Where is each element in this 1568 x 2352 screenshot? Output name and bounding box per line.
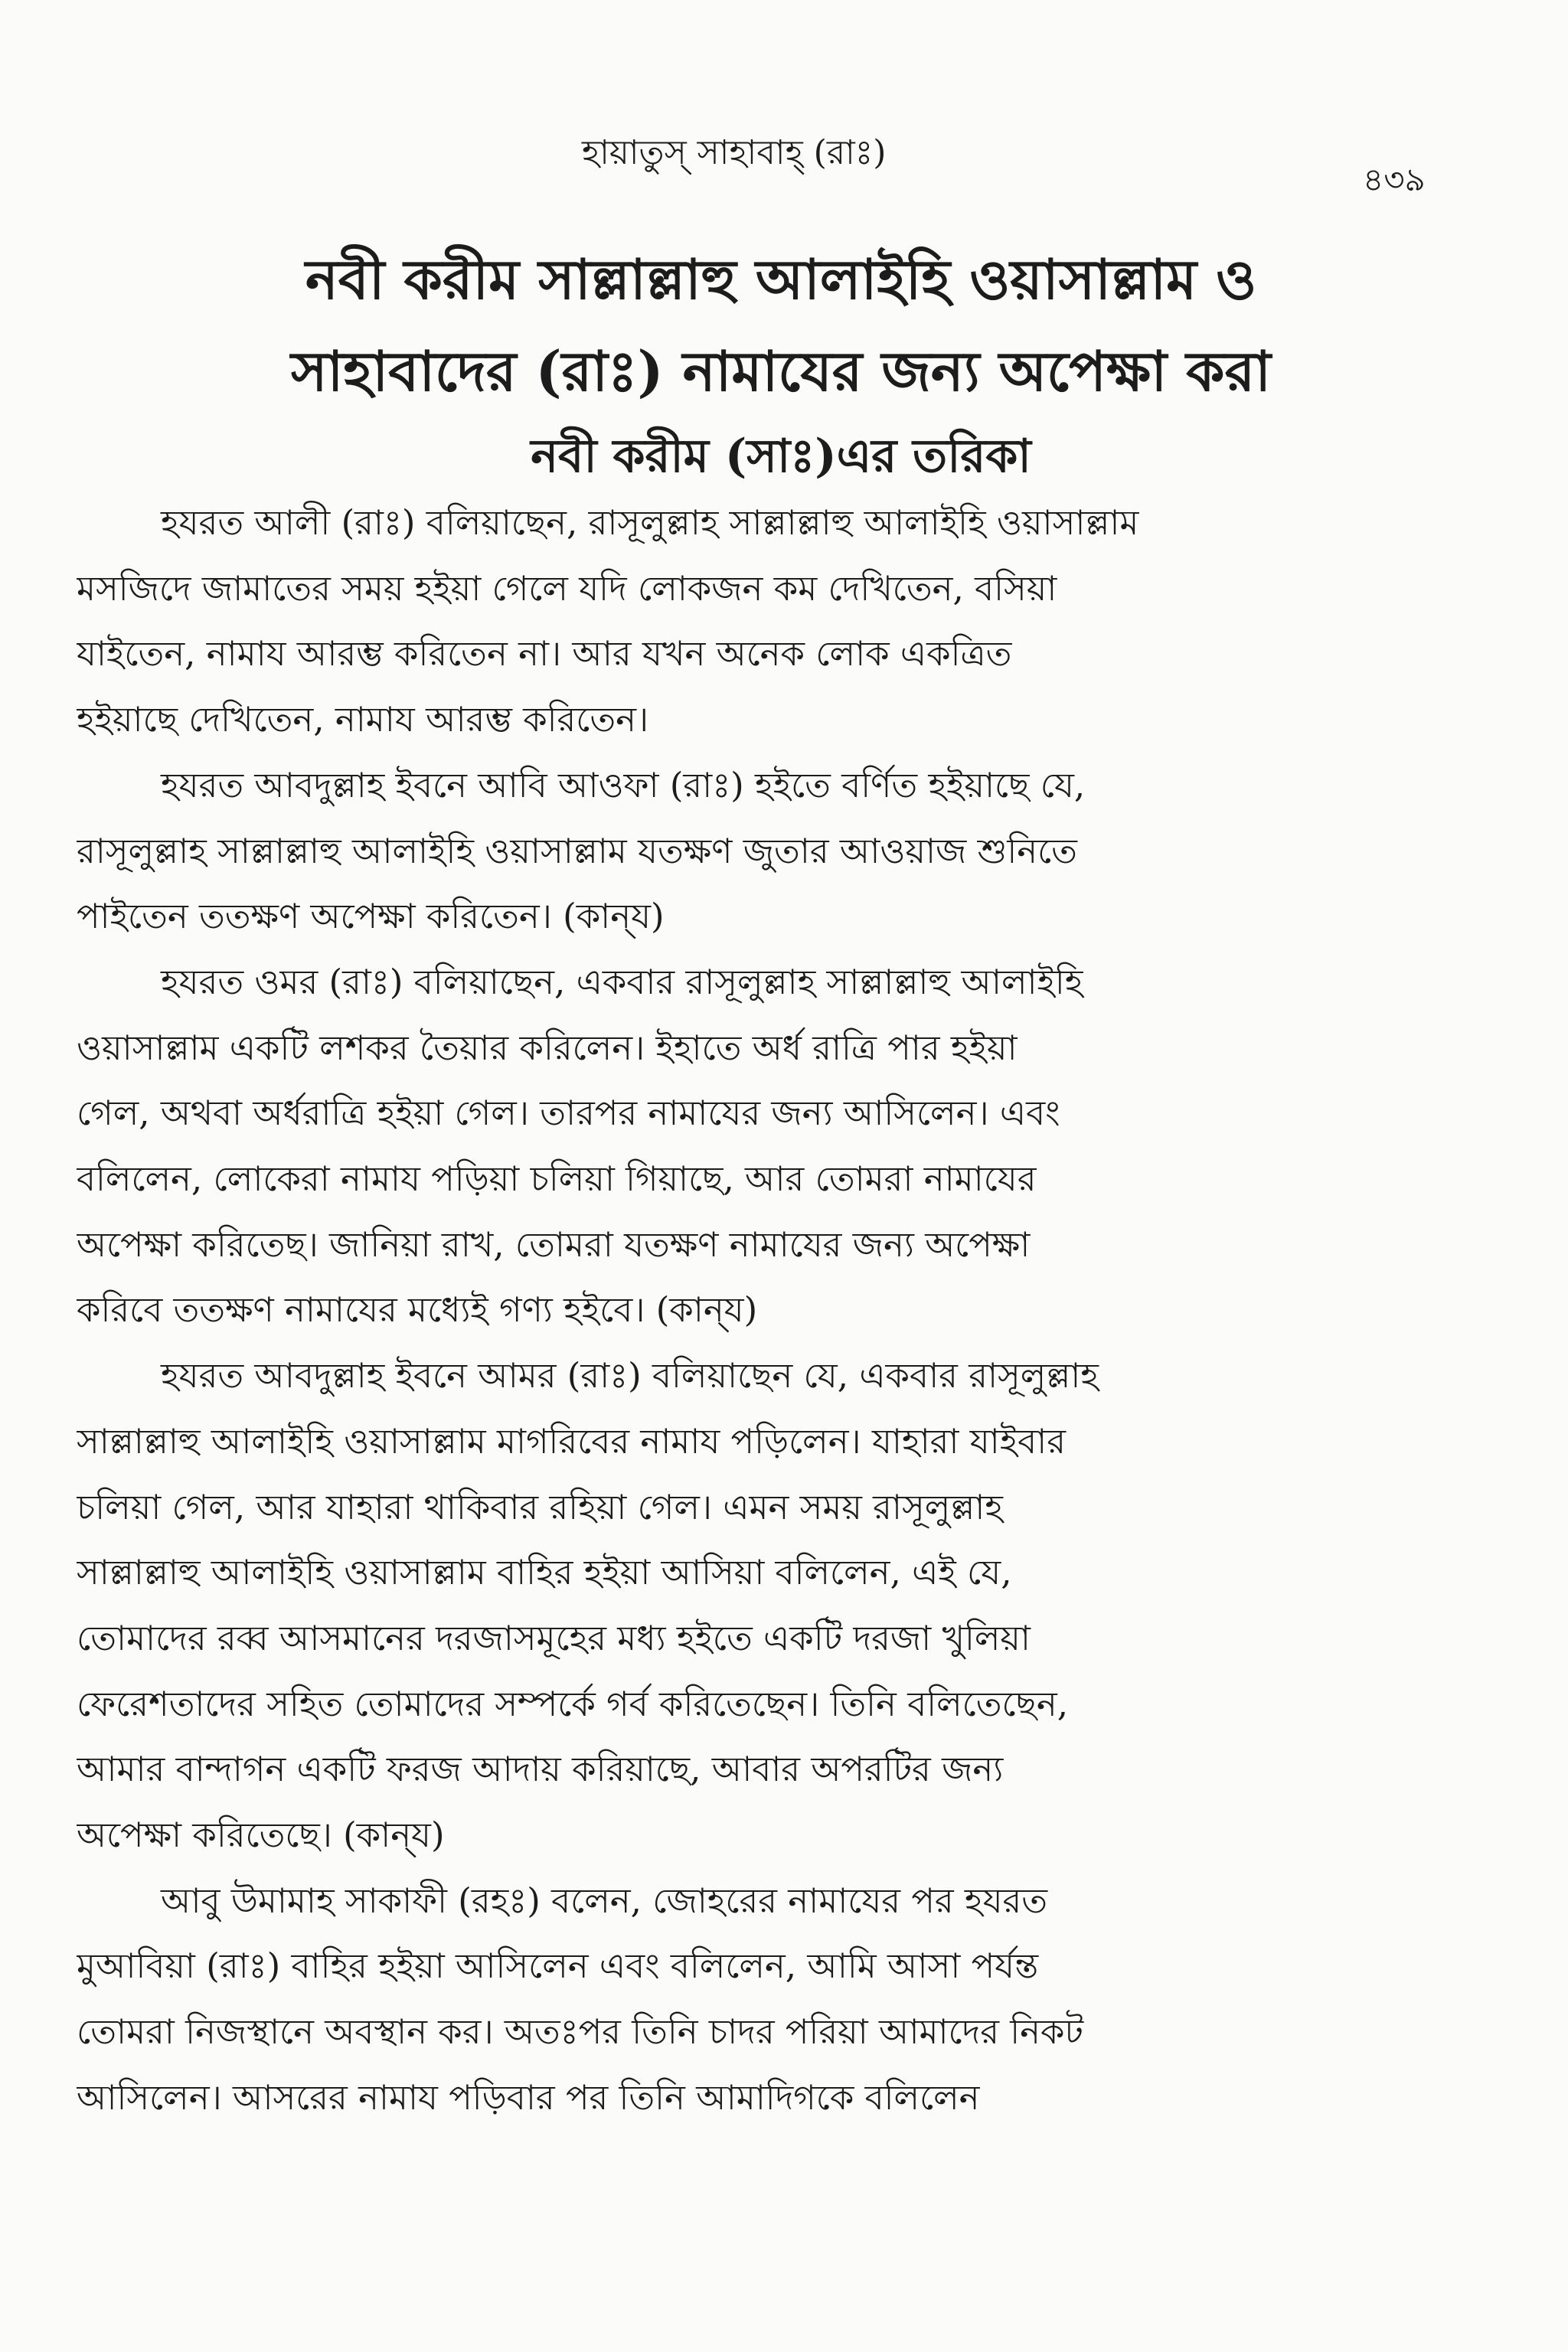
- text-line: তোমাদের রব্ব আসমানের দরজাসমূহের মধ্য হইতে একটি দরজা খুলিয়া: [77, 1617, 1031, 1658]
- paragraph: [77, 753, 1393, 949]
- running-head: [0, 126, 1568, 198]
- text-line: পাইতেন ততক্ষণ অপেক্ষা করিতেন। (কান্‌য): [77, 896, 665, 937]
- text-line: আসিলেন। আসরের নামায পড়িবার পর তিনি আমাদিগকে বলিলেন: [77, 2076, 980, 2118]
- chapter-title-line: নবী করীম সাল্লাল্লাহু আলাইহি ওয়াসাল্লাম ও: [305, 247, 1257, 312]
- paragraph: [77, 949, 1393, 1343]
- text-line: আবু উমামাহ সাকাফী (রহঃ) বলেন, জোহরের নামাযের পর হযরত: [161, 1880, 1048, 1921]
- text-line: মসজিদে জামাতের সময় হইয়া গেলে যদি লোকজন কম দেখিতেন, বসিয়া: [77, 567, 1057, 609]
- text-line: ফেরেশতাদের সহিত তোমাদের সম্পর্কে গর্ব করিতেছেন। তিনি বলিতেছেন,: [77, 1683, 1069, 1724]
- text-line: ওয়াসাল্লাম একটি লশকর তৈয়ার করিলেন। ইহাতে অর্ধ রাত্রি পার হইয়া: [77, 1027, 1018, 1068]
- text-line: মুআবিয়া (রাঃ) বাহির হইয়া আসিলেন এবং বলিলেন, আমি আসা পর্যন্ত: [77, 1945, 1039, 1987]
- section-subtitle: নবী করীম (সাঃ)এর তরিকা: [531, 430, 1031, 483]
- paragraph: [77, 490, 1393, 753]
- text-line: হইয়াছে দেখিতেন, নামায আরম্ভ করিতেন।: [77, 699, 649, 740]
- chapter-title: [191, 234, 1370, 417]
- text-line: আমার বান্দাগন একটি ফরজ আদায় করিয়াছে, আবার অপরটির জন্য: [77, 1749, 1004, 1790]
- text-line: বলিলেন, লোকেরা নামায পড়িয়া চলিয়া গিয়াছে, আর তোমরা নামাযের: [77, 1158, 1037, 1200]
- text-line: করিবে ততক্ষণ নামাযের মধ্যেই গণ্য হইবে। (কান্‌য): [77, 1289, 758, 1331]
- text-line: চলিয়া গেল, আর যাহারা থাকিবার রহিয়া গেল। এমন সময় রাসূলুল্লাহ: [77, 1486, 1003, 1527]
- text-line: হযরত আবদুল্লাহ ইবনে আমর (রাঃ) বলিয়াছেন যে, একবার রাসূলুল্লাহ: [161, 1355, 1099, 1396]
- chapter-title-line: সাহাবাদের (রাঃ) নামাযের জন্য অপেক্ষা করা: [290, 338, 1272, 403]
- text-line: সাল্লাল্লাহু আলাইহি ওয়াসাল্লাম মাগরিবের নামায পড়িলেন। যাহারা যাইবার: [77, 1420, 1066, 1462]
- text-line: তোমরা নিজস্থানে অবস্থান কর। অতঃপর তিনি চাদর পরিয়া আমাদের নিকট: [77, 2011, 1084, 2053]
- paragraph: [77, 1343, 1393, 1868]
- text-line: অপেক্ষা করিতেছ। জানিয়া রাখ, তোমরা যতক্ষণ নামাযের জন্য অপেক্ষা: [77, 1223, 1031, 1265]
- text-line: হযরত ওমর (রাঃ) বলিয়াছেন, একবার রাসূলুল্লাহ সাল্লাল্লাহু আলাইহি: [161, 961, 1083, 1002]
- text-line: গেল, অথবা অর্ধরাত্রি হইয়া গেল। তারপর নামাযের জন্য আসিলেন। এবং: [77, 1093, 1060, 1134]
- text-line: রাসূলুল্লাহ সাল্লাল্লাহু আলাইহি ওয়াসাল্লাম যতক্ষণ জুতার আওয়াজ শুনিতে: [77, 830, 1077, 871]
- text-line: যাইতেন, নামায আরম্ভ করিতেন না। আর যখন অনেক লোক একত্রিত: [77, 633, 1012, 675]
- paragraph: [77, 1868, 1393, 2131]
- body-text: [77, 490, 1393, 2131]
- page-number: ৪৩৯: [1363, 161, 1426, 198]
- text-line: অপেক্ষা করিতেছে। (কান্‌য): [77, 1815, 445, 1856]
- text-line: সাল্লাল্লাহু আলাইহি ওয়াসাল্লাম বাহির হইয়া আসিয়া বলিলেন, এই যে,: [77, 1552, 1012, 1593]
- running-title: হায়াতুস্ সাহাবাহ্ (রাঃ): [582, 133, 887, 172]
- text-line: হযরত আলী (রাঃ) বলিয়াছেন, রাসূলুল্লাহ সাল্লাল্লাহু আলাইহি ওয়াসাল্লাম: [161, 502, 1139, 543]
- text-line: হযরত আবদুল্লাহ ইবনে আবি আওফা (রাঃ) হইতে বর্ণিত হইয়াছে যে,: [161, 764, 1086, 805]
